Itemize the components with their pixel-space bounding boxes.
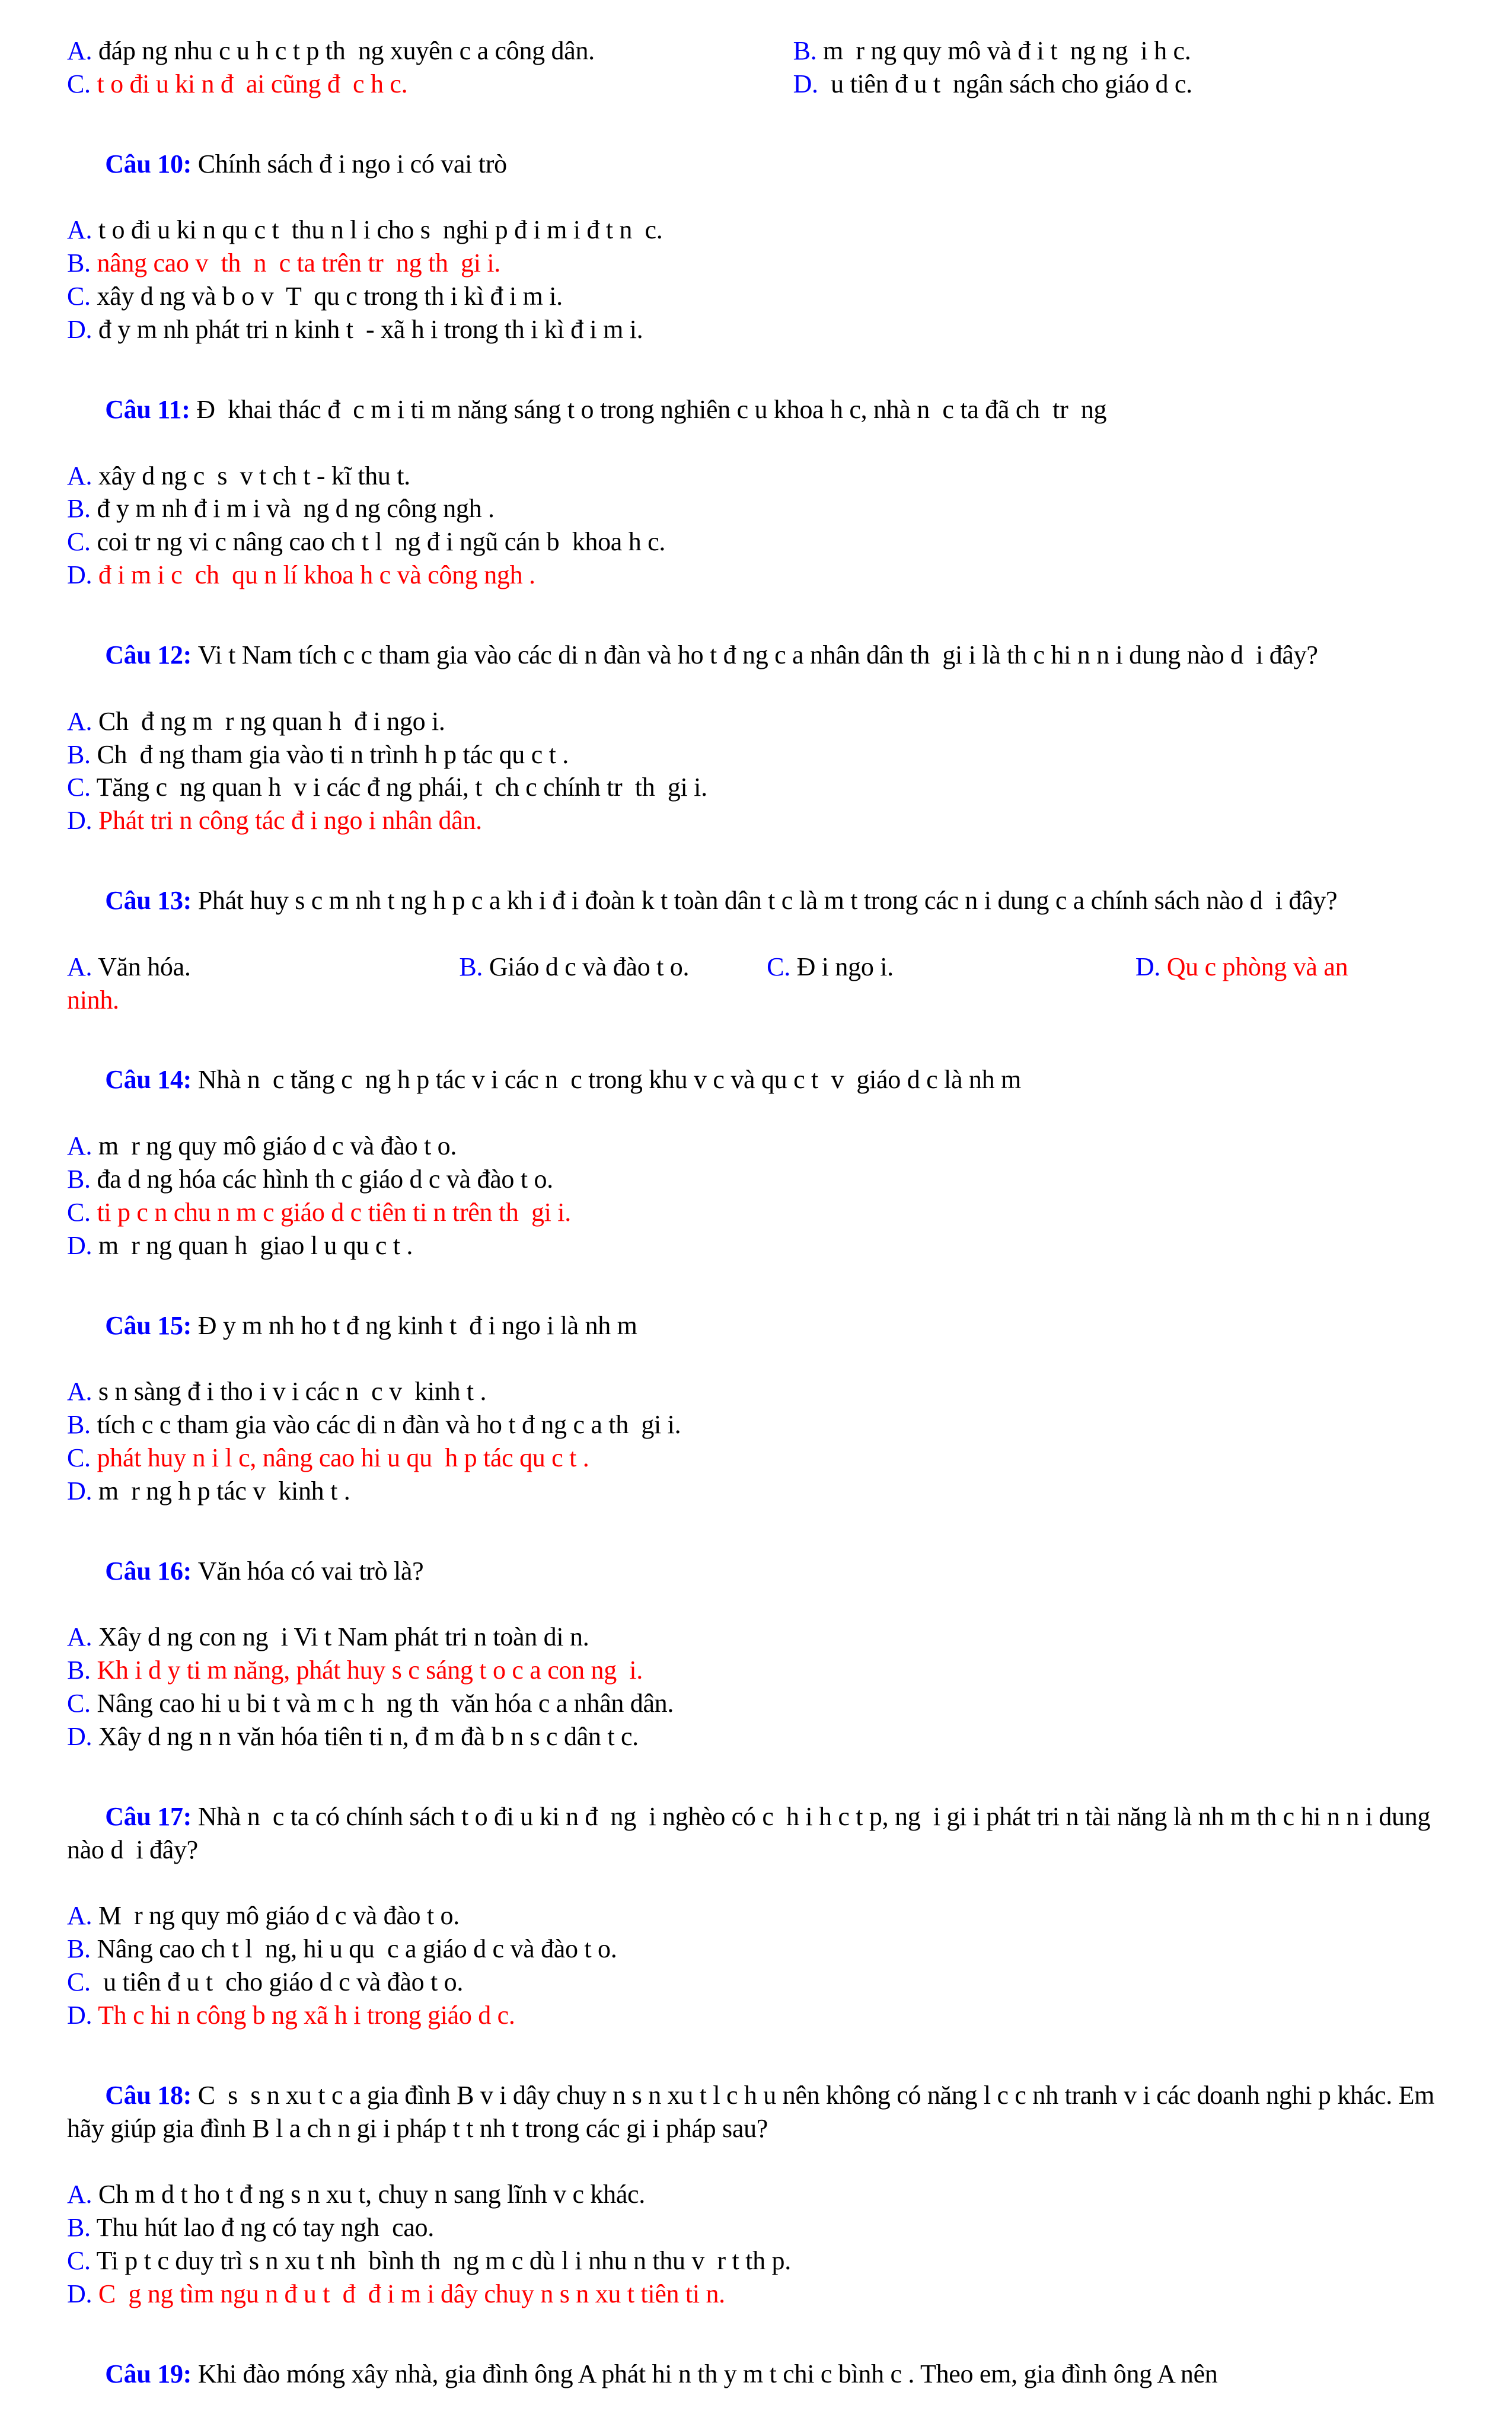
question-13-option-C	[767, 951, 1135, 984]
option-letter: B.	[67, 1165, 97, 1194]
question-13-continuation: ninh.	[67, 985, 119, 1015]
option-text: Xây d ng con ng i Vi t Nam phát tri n toàn di n.	[98, 1622, 589, 1652]
question-11-option-A	[67, 460, 1453, 493]
option-letter: D.	[67, 806, 98, 835]
question-13-option-D	[1135, 951, 1453, 984]
option-letter: A.	[67, 1131, 98, 1161]
option-text: Xây d ng n n văn hóa tiên ti n, đ m đà b n s c dân t c.	[98, 1722, 639, 1751]
question-heading	[67, 360, 1453, 460]
question-heading	[67, 1031, 1453, 1130]
option-letter: C.	[67, 527, 97, 557]
option-text: Tăng c ng quan h v i các đ ng phái, t ch c chính tr th gi i.	[96, 773, 707, 802]
question-label: Câu 12:	[105, 640, 198, 669]
question-options	[67, 2178, 1453, 2311]
option-text: m r ng quy mô và đ i t ng ng i h c.	[823, 36, 1191, 65]
question-15-option-A	[67, 1375, 1453, 1408]
question-14-option-C	[67, 1196, 1453, 1229]
question-14-option-A	[67, 1130, 1453, 1163]
question-18-option-D	[67, 2278, 1453, 2311]
question-label: Câu 14:	[105, 1065, 198, 1095]
question-11-option-B	[67, 492, 1453, 525]
question-9-options-option-B	[793, 34, 1453, 68]
option-letter: D.	[67, 315, 98, 344]
question-options	[67, 1130, 1453, 1262]
option-text: Giáo d c và đào t o.	[489, 952, 690, 981]
question-label: Câu 18:	[105, 2080, 198, 2110]
option-letter: B.	[67, 1934, 97, 1964]
question-options	[67, 951, 1453, 984]
option-letter: D.	[67, 560, 98, 590]
option-text: u tiên đ u t ngân sách cho giáo d c.	[824, 69, 1192, 98]
question-14	[67, 1031, 1453, 1262]
question-16-option-D	[67, 1720, 1453, 1753]
question-18	[67, 2046, 1453, 2311]
question-label: Câu 15:	[105, 1310, 198, 1340]
option-text: đ y m nh phát tri n kinh t - xã h i trong th i kì đ i m i.	[98, 315, 643, 344]
question-19	[67, 2324, 1453, 2424]
option-letter: B.	[67, 1656, 97, 1685]
question-17-option-B	[67, 1932, 1453, 1966]
option-letter: A.	[67, 706, 98, 736]
option-letter: A.	[67, 461, 98, 490]
option-letter: C.	[67, 1967, 97, 1997]
option-text: Văn hóa.	[98, 952, 191, 981]
option-letter: D.	[1135, 952, 1167, 981]
question-heading	[67, 1522, 1453, 1621]
question-stem: Chính sách đ i ngo i có vai trò	[197, 149, 507, 178]
question-label: Câu 10:	[105, 149, 198, 178]
option-letter: D.	[67, 2001, 98, 2030]
question-options	[67, 460, 1453, 592]
question-stem: Văn hóa có vai trò là?	[197, 1556, 424, 1586]
question-heading	[67, 2324, 1453, 2424]
question-17	[67, 1767, 1453, 2032]
option-letter: A.	[67, 2180, 98, 2209]
option-text: đ y m nh đ i m i và ng d ng công ngh .	[97, 494, 495, 524]
option-text: C g ng tìm ngu n đ u t đ đ i m i dây chuy n s n xu t tiên ti n.	[98, 2279, 725, 2308]
question-10-option-C	[67, 280, 1453, 313]
question-options	[67, 34, 1453, 101]
question-10-option-A	[67, 213, 1453, 247]
question-heading	[67, 1767, 1453, 1900]
option-text: Kh i d y ti m năng, phát huy s c sáng t o c a con ng i.	[97, 1656, 643, 1685]
question-12	[67, 605, 1453, 837]
question-label: Câu 17:	[105, 1801, 198, 1831]
option-text: tích c c tham gia vào các di n đàn và ho t đ ng c a th gi i.	[97, 1410, 681, 1440]
option-text: m r ng quan h giao l u qu c t .	[98, 1230, 413, 1260]
question-label: Câu 13:	[105, 886, 198, 915]
question-16-option-B	[67, 1654, 1453, 1687]
question-10-option-B	[67, 247, 1453, 280]
option-letter: C.	[67, 282, 97, 311]
question-12-option-C	[67, 771, 1453, 804]
option-text: M r ng quy mô giáo d c và đào t o.	[98, 1901, 460, 1931]
option-text: đa d ng hóa các hình th c giáo d c và đào t o.	[97, 1165, 553, 1194]
option-letter: B.	[67, 1410, 97, 1440]
option-text: Ch m d t ho t đ ng s n xu t, chuy n sang lĩnh v c khác.	[98, 2180, 645, 2209]
option-letter: D.	[67, 1230, 98, 1260]
option-letter: B.	[67, 248, 97, 278]
question-17-option-D	[67, 1999, 1453, 2032]
option-letter: D.	[67, 1476, 98, 1506]
option-letter: C.	[67, 1689, 97, 1718]
question-label: Câu 11:	[105, 394, 197, 424]
question-17-option-A	[67, 1899, 1453, 1932]
question-9-options-option-A	[67, 34, 793, 68]
option-letter: B.	[459, 952, 489, 981]
question-16	[67, 1522, 1453, 1753]
option-letter: D.	[67, 1722, 98, 1751]
option-text: Ti p t c duy trì s n xu t nh bình th ng m c dù l i nhu n thu v r t th p.	[96, 2246, 791, 2276]
option-text: phát huy n i l c, nâng cao hi u qu h p tác qu c t .	[97, 1443, 589, 1472]
option-text: t o đi u ki n qu c t thu n l i cho s nghi p đ i m i đ t n c.	[98, 215, 663, 245]
question-heading	[67, 605, 1453, 705]
option-text: u tiên đ u t cho giáo d c và đào t o.	[97, 1967, 464, 1997]
option-text: Nâng cao hi u bi t và m c h ng th văn hóa c a nhân dân.	[97, 1689, 674, 1718]
question-16-option-A	[67, 1621, 1453, 1654]
option-letter: C.	[67, 2246, 97, 2276]
option-text: ti p c n chu n m c giáo d c tiên ti n trên th gi i.	[97, 1197, 571, 1227]
option-letter: C.	[67, 1443, 97, 1472]
question-stem: Nhà n c tăng c ng h p tác v i các n c trong khu v c và qu c t v giáo d c là nh m	[197, 1065, 1021, 1095]
question-11-option-D	[67, 559, 1453, 592]
question-12-option-D	[67, 804, 1453, 837]
question-10-option-D	[67, 313, 1453, 346]
question-14-option-B	[67, 1163, 1453, 1196]
question-stem: Nhà n c ta có chính sách t o đi u ki n đ ng i nghèo có c h i h c t p, ng i gi i phát tri n tài năng là nh m th c hi n n i dung nào d i đây?	[67, 1801, 1437, 1864]
question-12-option-A	[67, 705, 1453, 738]
option-letter: D.	[793, 69, 825, 98]
question-13	[67, 851, 1453, 1016]
question-13-option-B	[459, 951, 767, 984]
option-text: t o đi u ki n đ ai cũng đ c h c.	[97, 69, 408, 98]
option-letter: D.	[67, 2279, 98, 2308]
question-18-option-A	[67, 2178, 1453, 2211]
question-11-option-C	[67, 525, 1453, 559]
question-17-option-C	[67, 1966, 1453, 1999]
option-letter: B.	[67, 739, 97, 769]
option-text: xây d ng và b o v T qu c trong th i kì đ i m i.	[97, 282, 563, 311]
question-13-option-A	[67, 951, 459, 984]
question-9-options	[67, 34, 1453, 101]
question-9-options-option-D	[793, 68, 1453, 101]
option-letter: C.	[767, 952, 797, 981]
option-text: xây d ng c s v t ch t - kĩ thu t.	[98, 461, 410, 490]
question-stem: Vi t Nam tích c c tham gia vào các di n đàn và ho t đ ng c a nhân dân th gi i là th c hi n n i dung nào d i đây?	[197, 640, 1318, 669]
option-text: Thu hút lao đ ng có tay ngh cao.	[96, 2213, 434, 2243]
question-heading	[67, 2046, 1453, 2179]
option-letter: C.	[67, 69, 97, 98]
question-stem: C s s n xu t c a gia đình B v i dây chuy n s n xu t l c h u nên không có năng l c c nh tranh v i các doanh nghi p khác. Em hãy giúp gia đình B l a ch n gi i pháp t t nh t trong các gi i pháp sau?	[67, 2080, 1441, 2143]
question-label: Câu 19:	[105, 2359, 198, 2388]
option-letter: A.	[67, 1377, 98, 1406]
option-text: đáp ng nhu c u h c t p th ng xuyên c a công dân.	[98, 36, 595, 65]
question-15-option-D	[67, 1475, 1453, 1508]
question-18-option-C	[67, 2244, 1453, 2278]
option-letter: B.	[67, 2213, 97, 2243]
option-letter: C.	[67, 1197, 97, 1227]
question-options	[67, 1375, 1453, 1508]
question-heading	[67, 851, 1453, 951]
option-text: Th c hi n công b ng xã h i trong giáo d c.	[98, 2001, 515, 2030]
question-14-option-D	[67, 1229, 1453, 1262]
option-letter: C.	[67, 773, 97, 802]
option-text: coi tr ng vi c nâng cao ch t l ng đ i ngũ cán b khoa h c.	[97, 527, 666, 557]
option-text: Đ i ngo i.	[796, 952, 894, 981]
option-text: s n sàng đ i tho i v i các n c v kinh t .	[98, 1377, 487, 1406]
question-options	[67, 1899, 1453, 2032]
option-text: Ch đ ng m r ng quan h đ i ngo i.	[98, 706, 445, 736]
questions-container	[67, 34, 1453, 2424]
question-label: Câu 16:	[105, 1556, 198, 1586]
option-letter: A.	[67, 952, 98, 981]
option-letter: A.	[67, 215, 98, 245]
option-text: nâng cao v th n c ta trên tr ng th gi i.	[97, 248, 501, 278]
option-text: Qu c phòng và an	[1166, 952, 1348, 981]
question-stem: Phát huy s c m nh t ng h p c a kh i đ i đoàn k t toàn dân t c là m t trong các n i dung c a chính sách nào d i đây?	[197, 886, 1338, 915]
question-stem: Đ khai thác đ c m i ti m năng sáng t o trong nghiên c u khoa h c, nhà n c ta đã ch tr ng	[196, 394, 1107, 424]
option-letter: A.	[67, 1901, 98, 1931]
option-letter: A.	[67, 36, 98, 65]
option-text: m r ng h p tác v kinh t .	[98, 1476, 350, 1506]
option-letter: A.	[67, 1622, 98, 1652]
question-options	[67, 213, 1453, 346]
question-stem: Khi đào móng xây nhà, gia đình ông A phát hi n th y m t chi c bình c . Theo em, gia đình ông A nên	[197, 2359, 1218, 2388]
question-stem: Đ y m nh ho t đ ng kinh t đ i ngo i là nh m	[197, 1310, 637, 1340]
question-15	[67, 1276, 1453, 1508]
question-9-options-option-C	[67, 68, 793, 101]
question-heading	[67, 114, 1453, 214]
question-options	[67, 705, 1453, 838]
question-11	[67, 360, 1453, 592]
option-text: Ch đ ng tham gia vào ti n trình h p tác qu c t .	[97, 739, 569, 769]
option-text: m r ng quy mô giáo d c và đào t o.	[98, 1131, 457, 1161]
question-18-option-B	[67, 2211, 1453, 2244]
option-text: đ i m i c ch qu n lí khoa h c và công ngh .	[98, 560, 535, 590]
question-16-option-C	[67, 1687, 1453, 1720]
option-letter: B.	[67, 494, 97, 524]
question-12-option-B	[67, 738, 1453, 771]
question-10	[67, 114, 1453, 346]
option-letter: B.	[793, 36, 824, 65]
option-text: Phát tri n công tác đ i ngo i nhân dân.	[98, 806, 482, 835]
question-heading	[67, 1276, 1453, 1376]
option-text: Nâng cao ch t l ng, hi u qu c a giáo d c và đào t o.	[97, 1934, 617, 1964]
question-15-option-B	[67, 1408, 1453, 1441]
question-options	[67, 1621, 1453, 1753]
question-15-option-C	[67, 1441, 1453, 1475]
